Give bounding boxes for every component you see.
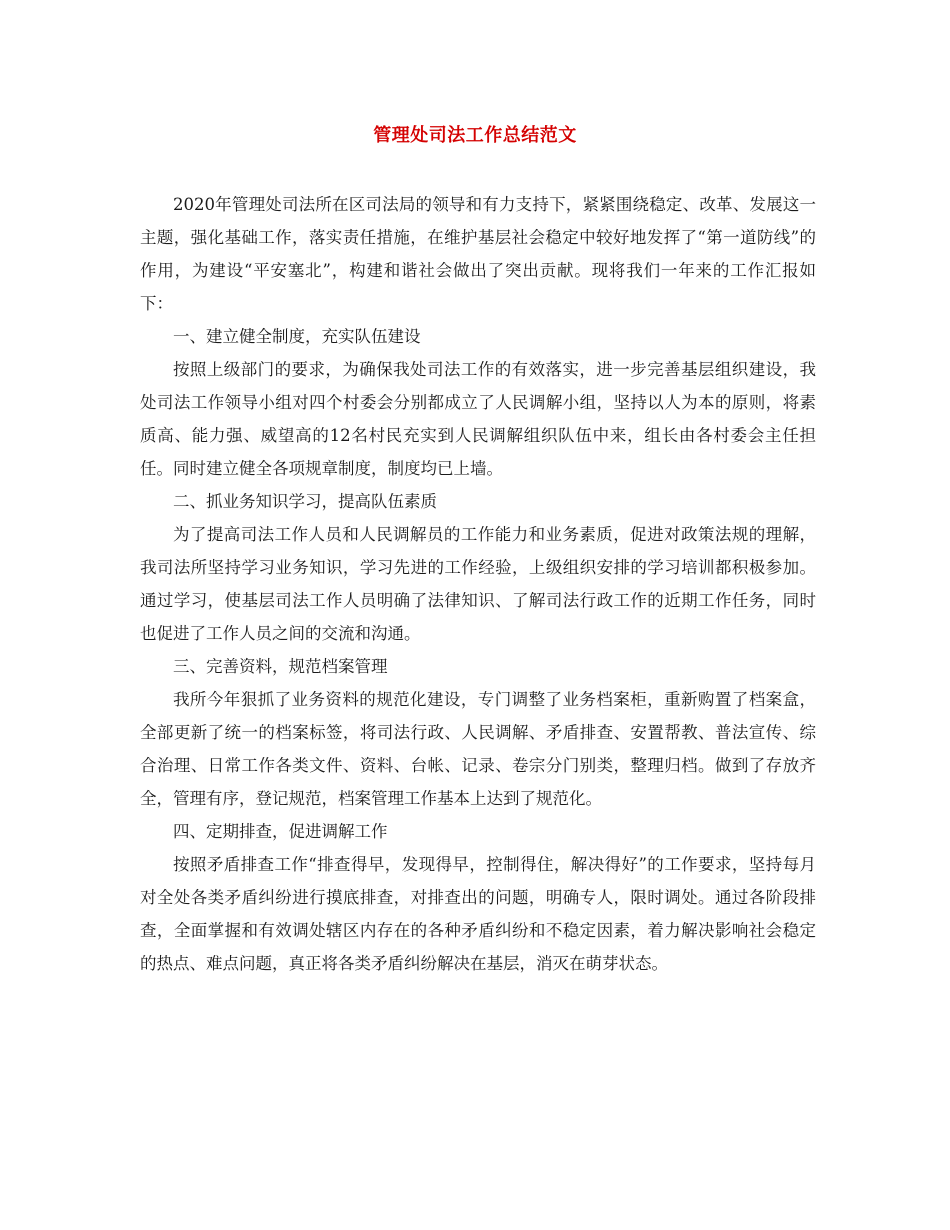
intro-paragraph: 2020年管理处司法所在区司法局的领导和有力支持下，紧紧围绕稳定、改革、发展这一主题，强化基础工作，落实责任措施，在维护基层社会稳定中较好地发挥了“第一道防线”的作用，为建设“平安塞北”，构建和谐社会做出了突出贡献。现将我们一年来的工作汇报如下： <box>140 195 816 313</box>
section-heading-3: 三、完善资料，规范档案管理 <box>173 657 388 676</box>
section-heading-4: 四、定期排查，促进调解工作 <box>173 822 388 841</box>
section-paragraph-4: 按照矛盾排查工作“排查得早，发现得早，控制得住，解决得好”的工作要求，坚持每月对全处各类矛盾纠纷进行摸底排查，对排查出的问题，明确专人，限时调处。通过各阶段排查，全面掌握和有效调处辖区内存在的各种矛盾纠纷和不稳定因素，着力解决影响社会稳定的热点、难点问题，真正将各类矛盾纠纷解决在基层，消灭在萌芽状态。 <box>140 855 816 973</box>
section-paragraph-2: 为了提高司法工作人员和人民调解员的工作能力和业务素质，促进对政策法规的理解，我司法所坚持学习业务知识，学习先进的工作经验，上级组织安排的学习培训都积极参加。通过学习，使基层司法工作人员明确了法律知识、了解司法行政工作的近期工作任务，同时也促进了工作人员之间的交流和沟通。 <box>140 525 816 643</box>
section-heading-2: 二、抓业务知识学习，提高队伍素质 <box>173 492 437 511</box>
section-paragraph-3: 我所今年狠抓了业务资料的规范化建设，专门调整了业务档案柜，重新购置了档案盒，全部更新了统一的档案标签，将司法行政、人民调解、矛盾排查、安置帮教、普法宣传、综合治理、日常工作各类文件、资料、台帐、记录、卷宗分门别类，整理归档。做到了存放齐全，管理有序，登记规范，档案管理工作基本上达到了规范化。 <box>140 690 816 808</box>
document-body <box>140 188 816 980</box>
document-title: 管理处司法工作总结范文 <box>373 125 577 146</box>
section-heading-1: 一、建立健全制度，充实队伍建设 <box>173 327 421 346</box>
section-paragraph-1: 按照上级部门的要求，为确保我处司法工作的有效落实，进一步完善基层组织建设，我处司法工作领导小组对四个村委会分别都成立了人民调解小组，坚持以人为本的原则，将素质高、能力强、威望高的12名村民充实到人民调解组织队伍中来，组长由各村委会主任担任。同时建立健全各项规章制度，制度均已上墙。 <box>140 360 816 478</box>
